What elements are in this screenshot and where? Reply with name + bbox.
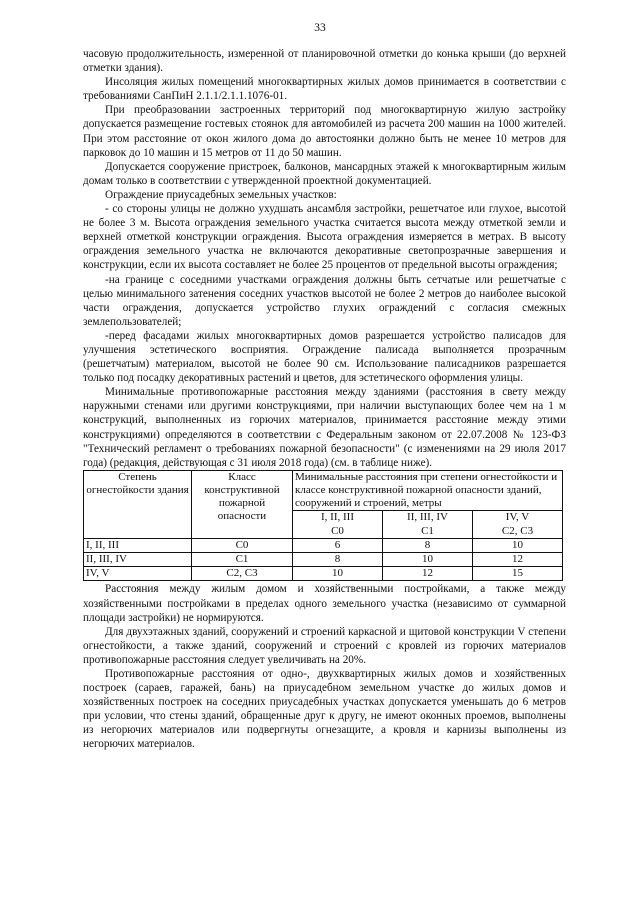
subheader-degree: II, III, IV [407,511,448,524]
subheader-degree: IV, V [505,511,530,524]
cell-value: 8 [383,538,473,552]
list-item-front-gardens: -перед фасадами жилых многоквартирных домов разрешается устройство палисадов для улучшения эстетического восприятия. Ограждение палисада выполняется прозрачным (решетчатым) материалом, высотой не более 90 см. Использование палисадников разрешается только под посадку декоративных растений и цветов, для эстетического оформления улицы. [83,329,566,385]
cell-value: 15 [473,567,563,581]
cell-degree: II, III, IV [84,553,192,567]
paragraph-fencing-heading: Ограждение приусадебных земельных участков: [105,188,337,201]
paragraph-continuation: часовую продолжительность, измеренной от планировочной отметки до конька крыши (до верхней отметки здания). [83,48,566,75]
table-header-min-distances: Минимальные расстояния при степени огнестойкости и классе конструктивной пожарной опасности зданий, сооружений и строений, метры [293,470,563,511]
table-row [84,567,563,581]
cell-class: C2, C3 [192,567,293,581]
table-header-hazard-class: Класс конструктивной пожарной опасности [192,470,293,538]
subheader-class: C1 [421,524,434,537]
subheader-class: C0 [331,524,344,537]
paragraph-parking: При преобразовании застроенных территорий под многоквартирную жилую застройку допускается размещение гостевых стоянок для автомобилей из расчета 200 машин на 1000 жителей. При этом расстояние от окон жилого дома до автостоянки должно быть не менее 10 метров для парковок до 10 машин и 15 метров от 11 до 50 машин. [83,104,566,159]
fire-distance-table [83,470,563,582]
paragraph-extensions: Допускается сооружение пристроек, балконов, мансардных этажей к многоквартирным жилым домам только в соответствии с утвержденной проектной документацией. [83,160,566,187]
list-item-street-side: - со стороны улицы не должно ухудшать ансамбля застройки, решетчатое или глухое, высотой не более 3 м. Высота ограждения земельного участка считается высота между отметкой земли и верхней отметкой конструкции ограждения. Высота ограждения измеряется в метрах. В высоту ограждения земельного участка не включаются декоративные светопрозрачные завершения и конструкции, если их высота составляет не более 25 процентов от предельной высоты ограждения; [83,203,566,272]
cell-value: 6 [293,538,383,552]
table-row [84,553,563,567]
cell-degree: I, II, III [84,538,192,552]
paragraph-insolation: Инсоляция жилых помещений многоквартирных жилых домов принимается в соответствии с требованиями СанПиН 2.1.1/2.1.1.1076-01. [83,76,566,103]
cell-value: 12 [383,567,473,581]
cell-class: C1 [192,553,293,567]
table-subheader [383,511,473,538]
page-number: 33 [314,22,326,34]
cell-degree: IV, V [84,567,192,581]
paragraph-fire-distances: Минимальные противопожарные расстояния между зданиями (расстояния в свету между наружными стенами или другими конструкциями, при наличии выступающих более чем на 1 м конструкций, выполненных из горючих материалов, принимается расстояние между этими конструкциями) определяются в соответствии с Федеральным законом от 22.07.2008 № 123-ФЗ "Технический регламент о требованиях пожарной безопасности" (с изменениями на 29 июля 2017 года) (редакция, действующая с 31 июля 2018 года) (см. в таблице ниже). [83,386,566,469]
paragraph-reduced-distances: Противопожарные расстояния от одно-, двухквартирных жилых домов и хозяйственных построек (сараев, гаражей, бань) на приусадебном земельном участке до жилых домов и хозяйственных построек на соседних приусадебных участках допускается уменьшать до 6 метров при условии, что стены зданий, обращенные друг к другу, не имеют оконных проемов, выполнены из негорючих материалов или подвергнуты огнезащите, а кровля и карнизы выполнены из негорючих материалов. [83,668,566,751]
list-item-neighbor-border: -на границе с соседними участками ограждения должны быть сетчатые или решетчатые с целью минимального затенения соседних участков высотой не более 2 метров до наиболее высокой части ограждения, допускается устройство глухих ограждений с согласия смежных землепользователей; [83,273,566,328]
subheader-degree: I, II, III [321,511,354,524]
subheader-class: C2, C3 [501,524,534,537]
cell-value: 12 [473,553,563,567]
cell-value: 10 [293,567,383,581]
paragraph-outbuildings: Расстояния между жилым домом и хозяйственными постройками, а также между хозяйственными постройками в пределах одного земельного участка (независимо от суммарной площади застройки) не нормируются. [83,583,566,624]
cell-value: 10 [383,553,473,567]
cell-value: 10 [473,538,563,552]
table-header-fire-resistance: Степень огнестойкости здания [84,470,192,538]
paragraph-two-storey: Для двухэтажных зданий, сооружений и строений каркасной и щитовой конструкции V степени огнестойкости, а также зданий, сооружений и строений с кровлей из горючих материалов противопожарные расстояния следует увеличивать на 20%. [83,625,566,666]
cell-value: 8 [293,553,383,567]
page-content [83,47,566,752]
cell-class: C0 [192,538,293,552]
table-subheader [473,511,563,538]
table-row [84,538,563,552]
table-subheader [293,511,383,538]
